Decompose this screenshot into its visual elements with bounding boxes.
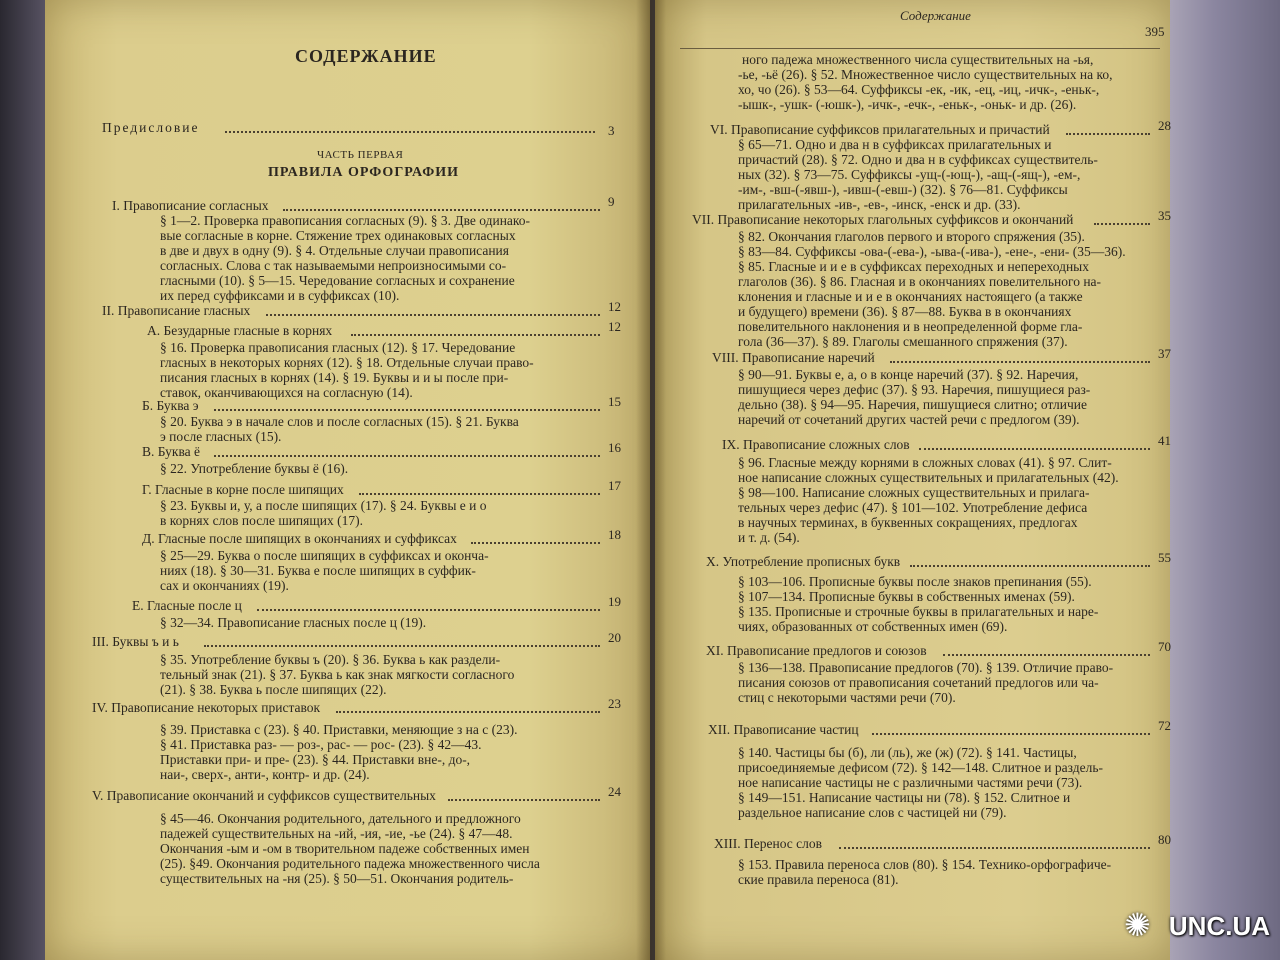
toc-section-heading: А. Безударные гласные в корнях [147,323,333,338]
toc-entry-text: наречий от сочетаний других частей речи с предлогом (39). [738,412,1080,427]
book-cover-right [1170,0,1280,960]
toc-entry-text: Окончания -ым и -ом в творительном падеже собственных имен [160,841,530,856]
toc-entry-text: ставок, оканчивающихся на согласную (14). [160,385,413,400]
toc-entry-text: -ышк-, -ушк- (-юшк-), -ичк-, -ечк-, -еньк-, -оньк- и др. (26). [738,97,1077,112]
preface-page: 3 [608,123,615,138]
toc-entry-text: § 35. Употребление буквы ъ (20). § 36. Буква ь как раздели- [160,652,501,667]
toc-entry-text: § 90—91. Буквы е, а, о в конце наречий (37). § 92. Наречия, [738,367,1079,382]
toc-page-number: 41 [1158,433,1171,448]
toc-page-number: 37 [1158,346,1171,361]
toc-entry-text: гласных в некоторых корнях (12). § 18. Отдельные случаи право- [160,355,534,370]
toc-entry-text: § 23. Буквы и, у, а после шипящих (17). § 24. Буквы е и о [160,498,487,513]
toc-entry-text: ниях (18). § 30—31. Буква е после шипящих в суффик- [160,563,476,578]
toc-page-number: 12 [608,299,621,314]
toc-page-number: 80 [1158,832,1171,847]
toc-entry-text: (25). §49. Окончания родительного падежа множественного числа [160,856,540,871]
toc-page-number: 35 [1158,208,1171,223]
toc-entry-text: -им-, -вш-(-явш-), -ивш-(-евш-) (32). § 76—81. Суффиксы [738,182,1068,197]
toc-entry-text: § 41. Приставка раз- — роз-, рас- — рос- (23). § 42—43. [160,737,482,752]
dot-leader [919,448,1150,450]
toc-entry-text: и т. д. (54). [738,530,800,545]
header-rule [680,48,1160,49]
toc-entry-text: в две и двух в одну (9). § 4. Отдельные случаи правописания [160,243,509,258]
dot-leader [225,131,595,133]
toc-page-number: 28 [1158,118,1171,133]
dot-leader [336,711,600,713]
toc-entry-text: гласными (10). § 5—15. Чередование согласных и сохранение [160,273,515,288]
toc-section-heading: XII. Правописание частиц [708,722,859,737]
toc-entry-text: чиях, образованных от собственных имен (69). [738,619,1008,634]
dot-leader [214,455,600,457]
toc-section-heading: II. Правописание гласных [102,303,251,318]
toc-entry-text: § 1—2. Проверка правописания согласных (9). § 3. Две одинако- [160,213,531,228]
toc-entry-text: § 85. Гласные и и е в суффиксах переходных и непереходных [738,259,1089,274]
toc-entry-text: § 107—134. Прописные буквы в собственных именах (59). [738,589,1075,604]
toc-page-number: 15 [608,394,621,409]
toc-section-heading: VII. Правописание некоторых глагольных суффиксов и окончаний [692,212,1074,227]
toc-section-heading: VI. Правописание суффиксов прилагательных и причастий [710,122,1050,137]
toc-entry-text: ных (32). § 73—75. Суффиксы -ущ-(-ющ-), -ащ-(-ящ-), -ем-, [738,167,1081,182]
dot-leader [910,565,1150,567]
toc-section-heading: IV. Правописание некоторых приставок [92,700,321,715]
toc-entry-text: § 153. Правила переноса слов (80). § 154. Технико-орфографиче- [738,857,1112,872]
toc-entry-text: прилагательных -ив-, -ев-, -инск, -енск и др. (33). [738,197,1021,212]
toc-entry-text: -ье, -ьё (26). § 52. Множественное число существительных на ко, [738,67,1113,82]
toc-entry-text: § 136—138. Правописание предлогов (70). § 139. Отличие право- [738,660,1114,675]
dot-leader [839,847,1150,849]
toc-entry-text: писания гласных в корнях (14). § 19. Буквы и и ы после при- [160,370,509,385]
toc-entry-text: согласных. Слова с так называемыми непроизносимыми со- [160,258,507,273]
dot-leader [872,733,1150,735]
toc-section-heading: XI. Правописание предлогов и союзов [706,643,927,658]
dot-leader [283,209,600,211]
toc-page-number: 24 [608,784,621,799]
toc-page-number: 20 [608,630,621,645]
dot-leader [1066,133,1150,135]
toc-entry-text: § 45—46. Окончания родительного, дательного и предложного [160,811,521,826]
toc-entry-text: § 39. Приставка с (23). § 40. Приставки, меняющие з на с (23). [160,722,518,737]
toc-entry-text: § 83—84. Суффиксы -ова-(-ева-), -ыва-(-ива-), -ене-, -ени- (35—36). [738,244,1126,259]
toc-entry-text: § 96. Гласные между корнями в сложных словах (41). § 97. Слит- [738,455,1112,470]
toc-entry-text: гола (36—37). § 89. Глаголы смешанного спряжения (37). [738,334,1068,349]
toc-section-heading: III. Буквы ъ и ь [92,634,179,649]
toc-entry-text: § 149—151. Написание частицы ни (78). § 152. Слитное и [738,790,1071,805]
toc-entry-text: § 20. Буква э в начале слов и после согласных (15). § 21. Буква [160,414,519,429]
toc-entry-text: ного падежа множественного числа существительных на -ья, [742,52,1094,67]
toc-entry-text: § 22. Употребление буквы ё (16). [160,461,349,476]
toc-page-number: 17 [608,478,621,493]
toc-entry-text: пишущиеся через дефис (37). § 93. Наречия, пишущиеся раз- [738,382,1091,397]
toc-page-number: 55 [1158,550,1171,565]
dot-leader [204,645,600,647]
toc-title: СОДЕРЖАНИЕ [295,46,437,66]
toc-section-heading: Б. Буква э [142,398,199,413]
toc-entry-text: наи-, сверх-, анти-, контр- и др. (24). [160,767,370,782]
toc-page-number: 72 [1158,718,1171,733]
part-title: ПРАВИЛА ОРФОГРАФИИ [268,165,460,180]
toc-entry-text: присоединяемые дефисом (72). § 142—148. Слитное и раздель- [738,760,1103,775]
book-gutter [636,0,666,960]
toc-page-number: 16 [608,440,621,455]
dot-leader [943,654,1150,656]
dot-leader [257,609,600,611]
toc-entry-text: глаголов (36). § 86. Гласная и в окончаниях повелительного на- [738,274,1102,289]
toc-entry-text: их перед суффиксами и в суффиксах (10). [160,288,400,303]
toc-page-number: 19 [608,594,621,609]
toc-entry-text: ное написание сложных существительных и прилагательных (42). [738,470,1119,485]
toc-entry-text: тельных через дефис (47). § 101—102. Употребление дефиса [738,500,1088,515]
toc-entry-text: раздельное написание слов с частицей ни (79). [738,805,1007,820]
toc-entry-text: § 135. Прописные и строчные буквы в прилагательных и наре- [738,604,1099,619]
dot-leader [1094,223,1150,225]
dot-leader [359,493,600,495]
toc-section-heading: V. Правописание окончаний и суффиксов существительных [92,788,436,803]
toc-entry-text: стиц с некоторыми частями речи (70). [738,690,956,705]
toc-entry-text: § 65—71. Одно и два н в суффиксах прилагательных и [738,137,1052,152]
toc-section-heading: XIII. Перенос слов [714,836,822,851]
toc-entry-text: и будущего) времени (36). § 87—88. Буква в в окончаниях [738,304,1072,319]
toc-entry-text: вые согласные в корне. Стяжение трех одинаковых согласных [160,228,516,243]
dot-leader [266,314,600,316]
toc-section-heading: IX. Правописание сложных слов [722,437,910,452]
toc-entry-text: § 82. Окончания глаголов первого и второго спряжения (35). [738,229,1085,244]
toc-page-number: 9 [608,194,615,209]
dot-leader [471,542,600,544]
toc-entry-text: § 98—100. Написание сложных существительных и прилага- [738,485,1090,500]
dot-leader [448,799,600,801]
toc-entry-text: клонения и гласные и и е в окончаниях настоящего (а также [738,289,1083,304]
toc-section-heading: VIII. Правописание наречий [712,350,875,365]
sun-logo-icon: ✺ [1124,907,1151,943]
toc-entry-text: § 140. Частицы бы (б), ли (ль), же (ж) (72). § 141. Частицы, [738,745,1077,760]
watermark: UNC.UA [1168,911,1270,941]
toc-entry-text: в корнях слов после шипящих (17). [160,513,363,528]
toc-page-number: 18 [608,527,621,542]
toc-entry-text: падежей существительных на -ий, -ия, -ие, -ье (24). § 47—48. [160,826,513,841]
toc-entry-text: § 16. Проверка правописания гласных (12). § 17. Чередование [160,340,516,355]
running-header: Содержание [900,8,971,23]
toc-entry-text: § 25—29. Буква о после шипящих в суффиксах и оконча- [160,548,489,563]
toc-section-heading: Г. Гласные в корне после шипящих [142,482,344,497]
toc-entry-text: § 103—106. Прописные буквы после знаков препинания (55). [738,574,1092,589]
toc-section-heading: Е. Гласные после ц [132,598,242,613]
toc-entry-text: дельно (38). § 94—95. Наречия, пишущиеся слитно; отличие [738,397,1088,412]
toc-entry-text: существительных на -ня (25). § 50—51. Окончания родитель- [160,871,514,886]
toc-page-number: 23 [608,696,621,711]
toc-page-number: 12 [608,319,621,334]
toc-page-number: 70 [1158,639,1171,654]
toc-entry-text: э после гласных (15). [160,429,282,444]
toc-entry-text: ские правила переноса (81). [738,872,899,887]
page-number: 395 [1145,24,1165,39]
toc-entry-text: в научных терминах, в буквенных сокращениях, предлогах [738,515,1078,530]
toc-entry-text: причастий (28). § 72. Одно и два н в суффиксах существитель- [738,152,1098,167]
part-label: ЧАСТЬ ПЕРВАЯ [317,149,404,161]
toc-entry-text: Приставки при- и пре- (23). § 44. Приставки вне-, до-, [160,752,471,767]
toc-entry-text: хо, чо (26). § 53—64. Суффиксы -ек, -ик, -ец, -иц, -ичк-, -еньк-, [738,82,1100,97]
toc-entry-text: ное написание частицы не с различными частями речи (73). [738,775,1083,790]
toc-entry-text: (21). § 38. Буква ь после шипящих (22). [160,682,387,697]
toc-section-heading: X. Употребление прописных букв [706,554,901,569]
dot-leader [351,334,600,336]
toc-entry-text: тельный знак (21). § 37. Буква ь как знак мягкости согласного [160,667,515,682]
toc-entry-text: повелительного наклонения и в неопределенной форме гла- [738,319,1083,334]
dot-leader [890,361,1150,363]
preface-label: Предисловие [102,120,200,135]
dot-leader [214,409,600,411]
toc-section-heading: Д. Гласные после шипящих в окончаниях и суффиксах [142,531,457,546]
toc-section-heading: В. Буква ё [142,444,201,459]
toc-section-heading: I. Правописание согласных [112,198,269,213]
toc-entry-text: § 32—34. Правописание гласных после ц (19). [160,615,427,630]
toc-entry-text: писания союзов от правописания сочетаний предлогов или ча- [738,675,1099,690]
toc-entry-text: сах и окончаниях (19). [160,578,289,593]
